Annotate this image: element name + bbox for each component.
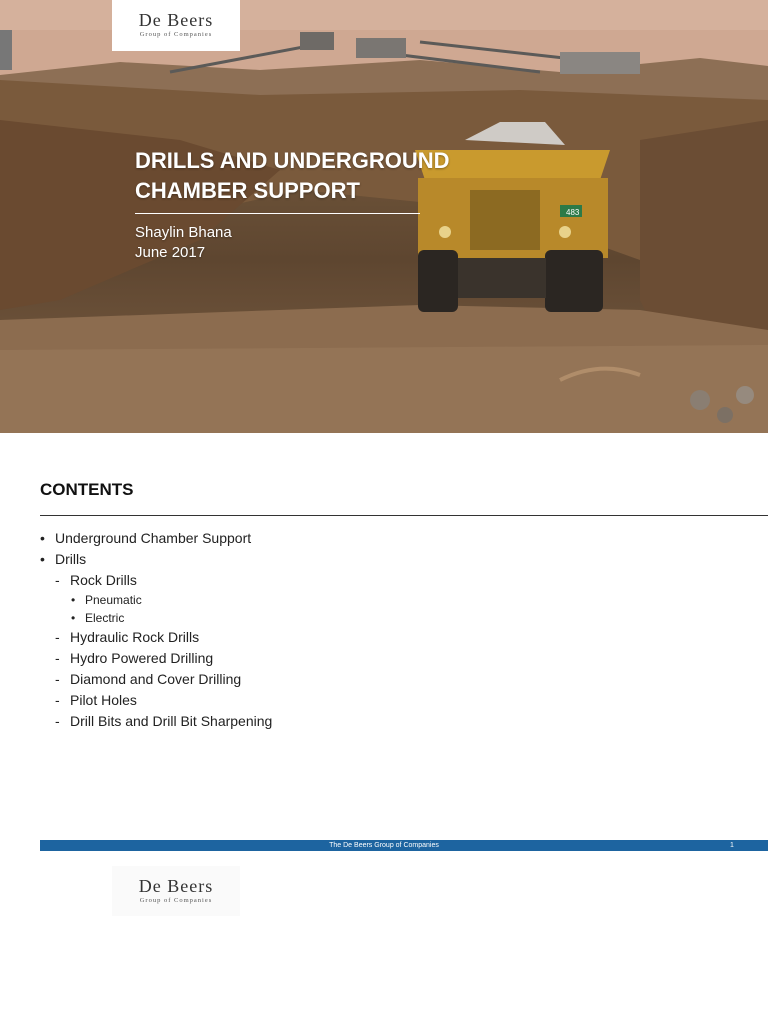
title-divider [135,213,420,214]
contents-item-marker: • [40,551,45,567]
contents-item-label: Underground Chamber Support [55,530,252,546]
contents-item-marker: - [55,629,60,645]
mine-scene-image [0,0,768,433]
contents-item-label: Electric [85,611,125,625]
title-line-2: CHAMBER SUPPORT [135,178,360,203]
de-beers-logo-footer [112,866,240,916]
cover-slide [0,0,768,433]
contents-item-label: Drill Bits and Drill Bit Sharpening [70,713,273,729]
contents-item-marker: - [55,572,60,588]
contents-item [40,530,272,551]
contents-item-label: Hydraulic Rock Drills [70,629,200,645]
contents-heading: CONTENTS [40,480,134,499]
contents-item-marker: - [55,692,60,708]
contents-item [40,572,272,593]
contents-item-marker: - [55,713,60,729]
contents-item-label: Diamond and Cover Drilling [70,671,242,687]
contents-item-label: Pilot Holes [70,692,137,708]
contents-item-marker: • [40,530,45,546]
contents-item [40,692,272,713]
footer-text: The De Beers Group of Companies [329,842,439,849]
contents-item-label: Rock Drills [70,572,137,588]
contents-item-marker: - [55,671,60,687]
author-name: Shaylin Bhana [135,224,232,241]
contents-divider [40,515,768,516]
title-line-1: DRILLS AND UNDERGROUND [135,148,450,173]
contents-item [40,650,272,671]
logo-wordmark: De Beers [138,876,214,896]
contents-item [40,611,272,629]
contents-item-marker: • [71,611,76,625]
footer-bar [40,840,768,851]
logo-subtitle: Group of Companies [139,31,213,38]
table-of-contents [40,530,272,734]
contents-item-marker: • [71,593,76,607]
logo-subtitle: Group of Companies [139,897,213,904]
contents-item-label: Pneumatic [85,593,142,607]
page-number: 1 [730,842,734,849]
de-beers-logo [112,0,240,51]
contents-item-label: Drills [55,551,87,567]
presentation-date: June 2017 [135,244,206,261]
contents-item-marker: - [55,650,60,666]
contents-item [40,671,272,692]
truck-number-label: 483 [566,208,580,217]
contents-item [40,593,272,611]
contents-item-label: Hydro Powered Drilling [70,650,214,666]
contents-item [40,713,272,734]
contents-item [40,629,272,650]
logo-wordmark: De Beers [138,10,214,30]
contents-item [40,551,272,572]
presentation-title [135,146,475,206]
